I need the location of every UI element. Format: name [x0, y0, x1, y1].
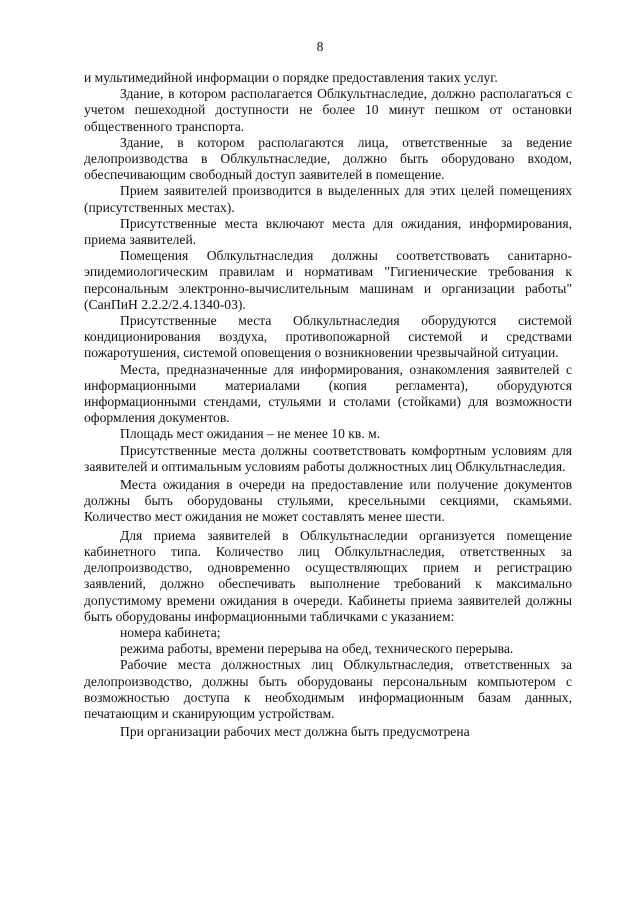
- paragraph: и мультимедийной информации о порядке предоставления таких услуг.: [84, 70, 498, 85]
- document-body: [84, 70, 572, 740]
- paragraph: Присутственные места Облкультнаследия оборудуются системой кондиционирования воздуха, противопожарной системой и средствами пожаротушения, системой оповещения о возникновении чрезвычайной ситуации.: [84, 313, 572, 361]
- paragraph: Здание, в котором располагаются лица, ответственные за ведение делопроизводства в Облкультнаследие, должно быть оборудовано входом, обеспечивающим свободный доступ заявителей в помещение.: [84, 134, 572, 183]
- paragraph: Помещения Облкультнаследия должны соответствовать санитарно-эпидемиологическим правилам и нормативам "Гигиенические требования к персональным электронно-вычислительным машинам и организации работы" (СанПиН 2.2.2/2.4.1340-03).: [84, 248, 572, 312]
- paragraph: При организации рабочих мест должна быть предусмотрена: [120, 724, 470, 740]
- page-number: 8: [316, 39, 324, 54]
- paragraph: Присутственные места должны соответствовать комфортным условиям для заявителей и оптимальным условиям работы должностных лиц Облкультнаследия.: [84, 442, 572, 474]
- paragraph: Присутственные места включают места для ожидания, информирования, приема заявителей.: [84, 215, 572, 248]
- paragraph: Для приема заявителей в Облкультнаследии организуется помещение кабинетного типа. Количество лиц Облкультнаследия, ответственных за делопроизводство, одновременно осуществляющих прием и регистрацию заявлений, должно обеспечивать выполнение требований к максимально допустимому времени ожидания в очереди. Кабинеты приема заявителей должны быть оборудованы информационными табличками с указанием:: [84, 527, 572, 624]
- paragraph: Здание, в котором располагается Облкультнаследие, должно располагаться с учетом пешеходной доступности не более 10 минут пешком от остановки общественного транспорта.: [84, 86, 572, 134]
- paragraph: Места, предназначенные для информирования, ознакомления заявителей с информационными материалами (копия регламента), оборудуются информационными стендами, стульями и столами (стойками) для возможности оформления документов.: [84, 361, 572, 426]
- paragraph: Места ожидания в очереди на предоставление или получение документов должны быть оборудованы стульями, кресельными секциями, скамьями. Количество мест ожидания не может составлять менее шести.: [84, 477, 572, 525]
- list-item: режима работы, времени перерыва на обед, технического перерыва.: [120, 641, 514, 657]
- paragraph: Прием заявителей производится в выделенных для этих целей помещениях (присутственных местах).: [84, 183, 572, 215]
- paragraph: Площадь мест ожидания – не менее 10 кв. м.: [120, 426, 381, 442]
- paragraph: Рабочие места должностных лиц Облкультнаследия, ответственных за делопроизводство, должны быть оборудованы персональным компьютером с возможностью доступа к необходимым информационным базам данных, печатающим и сканирующим устройствам.: [84, 657, 572, 721]
- list-item: номера кабинета;: [120, 624, 221, 640]
